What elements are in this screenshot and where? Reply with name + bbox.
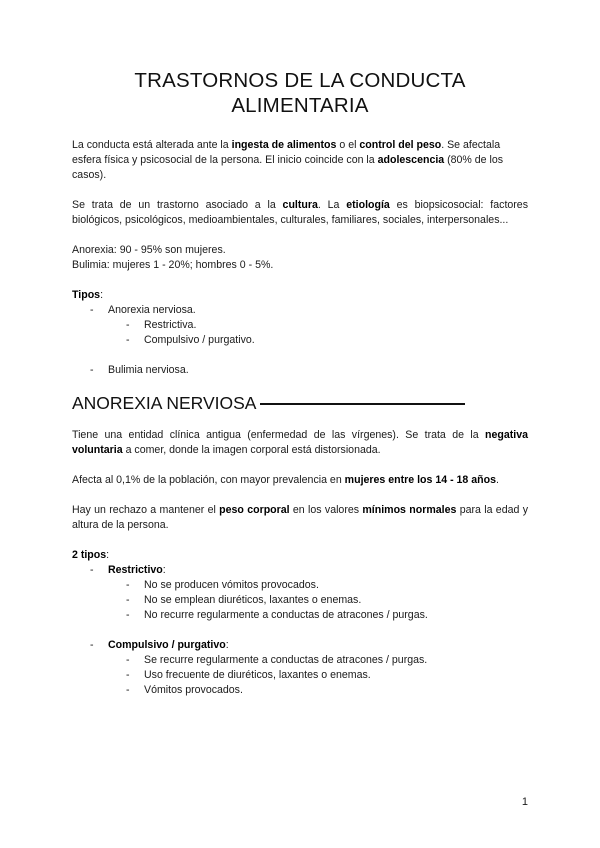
title-line-1: TRASTORNOS DE LA CONDUCTA <box>134 69 466 92</box>
dos-tipos-label: 2 tipos: <box>72 549 110 561</box>
page-title <box>72 68 528 118</box>
section-heading <box>72 392 528 414</box>
section-heading-text: ANOREXIA NERVIOSA <box>72 393 257 413</box>
compulsivo-item: - Compulsivo / purgativo: <box>72 638 528 653</box>
list-item: - No se producen vómitos provocados. <box>72 578 528 593</box>
anorexia-weight: Hay un rechazo a mantener el peso corporal en los valores mínimos normales para la edad y altura de la persona. <box>72 504 528 531</box>
tipos-label: Tipos: <box>72 289 104 301</box>
list-item: - Restrictiva. <box>72 318 528 333</box>
title-line-2: ALIMENTARIA <box>231 94 369 117</box>
restrictivo-item: - Restrictivo: <box>72 563 528 578</box>
list-item: - Vómitos provocados. <box>72 683 528 698</box>
list-item: - Anorexia nerviosa. <box>72 303 528 318</box>
list-spacer <box>72 623 528 638</box>
list-item: - Uso frecuente de diuréticos, laxantes o enemas. <box>72 668 528 683</box>
list-item: - No se emplean diuréticos, laxantes o enemas. <box>72 593 528 608</box>
heading-rule <box>260 403 465 404</box>
anorexia-definition: Tiene una entidad clínica antigua (enfermedad de las vírgenes). Se trata de la negativa voluntaria a comer, donde la imagen corporal está distorsionada. <box>72 429 528 456</box>
intro-paragraph: La conducta está alterada ante la ingesta de alimentos o el control del peso. Se afectala esfera física y psicosocial de la persona. El inicio coincide con la adolescencia (80% de los casos). <box>72 139 504 181</box>
anorexia-prevalence: Afecta al 0,1% de la población, con mayor prevalencia en mujeres entre los 14 - 18 años. <box>72 474 499 486</box>
list-item: - No recurre regularmente a conductas de atracones / purgas. <box>72 608 528 623</box>
list-spacer <box>72 348 528 363</box>
tipos-list <box>72 303 528 378</box>
document-page <box>72 68 528 698</box>
dos-tipos-list <box>72 563 528 698</box>
etiology-paragraph: Se trata de un trastorno asociado a la cultura. La etiología es biopsicosocial: factores biológicos, psicológicos, medioambientales, culturales, familiares, sociales, interpersonales... <box>72 199 528 226</box>
stat-anorexia: Anorexia: 90 - 95% son mujeres. <box>72 244 226 256</box>
page-number: 1 <box>521 796 528 808</box>
list-item: - Compulsivo / purgativo. <box>72 333 528 348</box>
list-item: - Bulimia nerviosa. <box>72 363 528 378</box>
list-item: - Se recurre regularmente a conductas de atracones / purgas. <box>72 653 528 668</box>
stat-bulimia: Bulimia: mujeres 1 - 20%; hombres 0 - 5%. <box>72 259 274 271</box>
